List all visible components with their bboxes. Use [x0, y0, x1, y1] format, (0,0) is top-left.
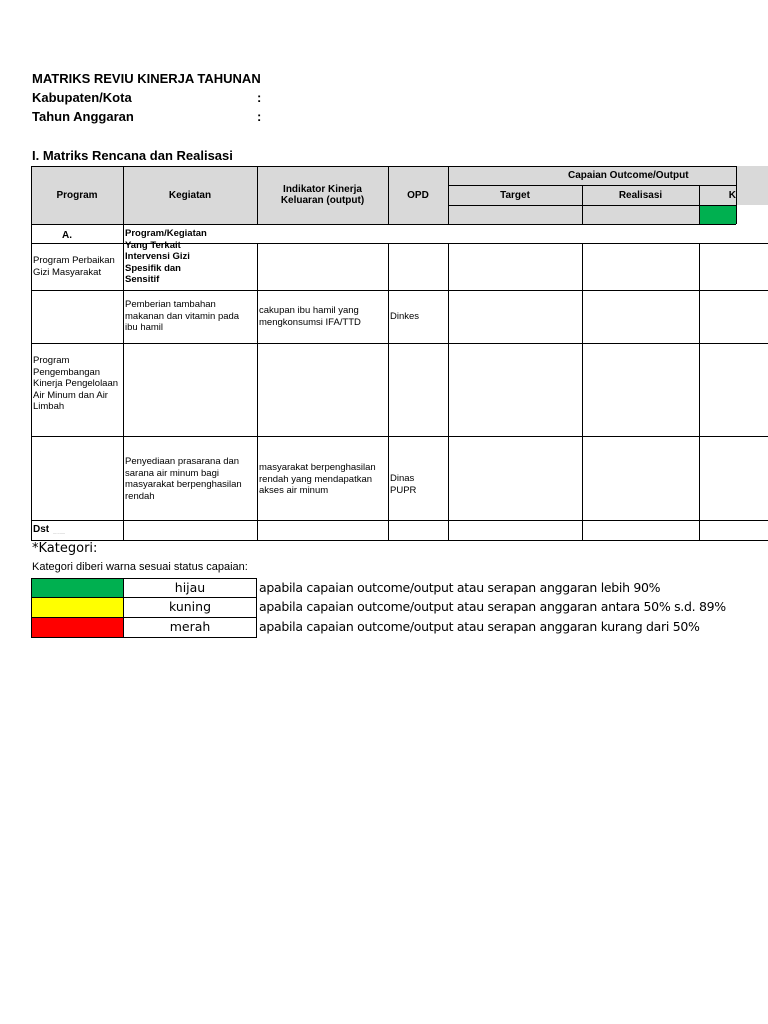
- header-kategori-swatch: [699, 205, 736, 224]
- table-row-4-kegiatan: Penyediaan prasarana dan sarana air minum bagi masyarakat berpenghasilan rendah: [125, 456, 242, 502]
- header-realisasi: Realisasi: [582, 185, 699, 205]
- table-row-4-opd: Dinas PUPR: [390, 473, 417, 496]
- header-target: Target: [448, 185, 582, 205]
- kabupaten-label: Kabupaten/Kota: [32, 90, 132, 105]
- group-title: Program/Kegiatan Yang Terkait Intervensi Gizi Spesifik dan Sensitif: [125, 228, 207, 285]
- legend-swatch-yellow: [31, 597, 123, 617]
- legend-swatch-red: [31, 617, 123, 637]
- table-row-2-opd: Dinkes: [390, 311, 420, 322]
- legend-name-merah: merah: [169, 619, 211, 634]
- table-row-2-kegiatan: Pemberian tambahan makanan dan vitamin pada ibu hamil: [125, 299, 240, 333]
- legend-swatch-green: [31, 578, 123, 597]
- header-opd: OPD: [388, 166, 448, 224]
- dst-dots: ...........: [53, 530, 66, 535]
- table-row-4-indikator: masyarakat berpenghasilan rendah yang mendapatkan akses air minum: [259, 462, 376, 496]
- tahun-label: Tahun Anggaran: [32, 109, 134, 124]
- header-subrow: [448, 205, 699, 224]
- document-title: MATRIKS REVIU KINERJA TAHUNAN: [32, 71, 261, 86]
- dst-label: Dst: [33, 524, 50, 535]
- kategori-description: Kategori diberi warna sesuai status capaian:: [32, 561, 248, 573]
- header-kegiatan: Kegiatan: [123, 166, 257, 224]
- legend-text-merah: apabila capaian outcome/output atau serapan anggaran kurang dari 50%: [259, 619, 700, 634]
- kabupaten-colon: :: [257, 90, 262, 105]
- group-label: A.: [62, 230, 72, 241]
- table-row-1-program: Program Perbaikan Gizi Masyarakat: [33, 255, 115, 278]
- table-row-3-program: Program Pengembangan Kinerja Pengelolaan Air Minum dan Air Limbah: [33, 355, 119, 412]
- cell-overflow-shade: [736, 166, 768, 205]
- section-title: I. Matriks Rencana dan Realisasi: [32, 148, 233, 163]
- header-program: Program: [31, 166, 123, 224]
- header-kategori: K: [699, 185, 736, 205]
- legend-name-hijau: hijau: [174, 580, 206, 595]
- kategori-title: *Kategori:: [32, 541, 98, 556]
- header-indikator: Indikator Kinerja Keluaran (output): [257, 166, 388, 224]
- legend-text-kuning: apabila capaian outcome/output atau serapan anggaran antara 50% s.d. 89%: [259, 599, 726, 614]
- tahun-colon: :: [257, 109, 262, 124]
- header-capaian: Capaian Outcome/Output: [448, 166, 768, 185]
- legend-text-hijau: apabila capaian outcome/output atau serapan anggaran lebih 90%: [259, 580, 661, 595]
- table-row-2-indikator: cakupan ibu hamil yang mengkonsumsi IFA/TTD: [259, 305, 361, 328]
- legend-name-kuning: kuning: [168, 599, 212, 614]
